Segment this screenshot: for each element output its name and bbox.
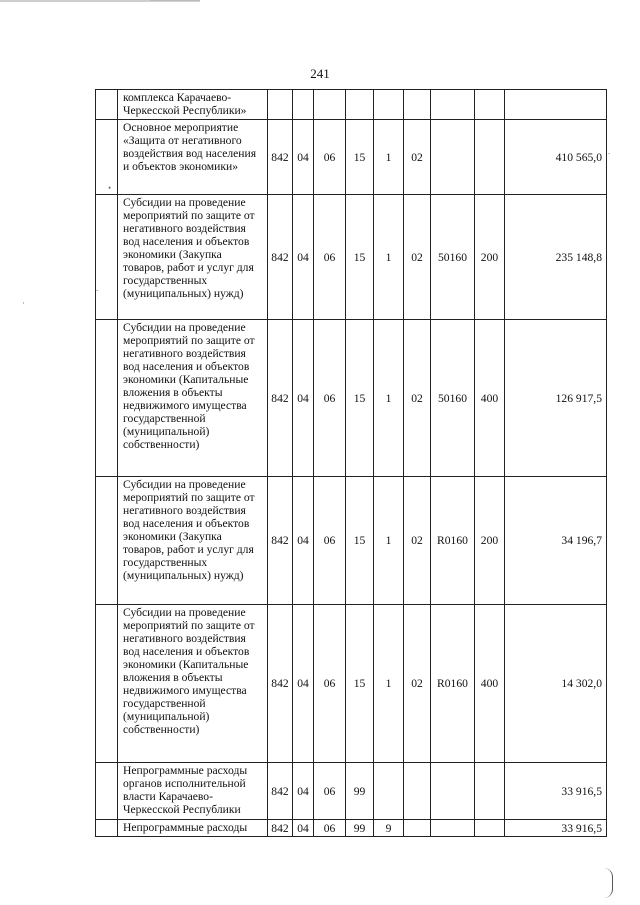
cell-name: Субсидии на проведение мероприятий по защите от негативного воздействия вод населения и объектов экономики (Капитальные вложения в объекты недвижимого имущества государственной (муниципальной) собственности) <box>118 605 268 763</box>
budget-table <box>95 89 607 837</box>
cell-subprogram: 1 <box>374 320 404 477</box>
cell-program: 15 <box>346 477 374 605</box>
cell-ministry: 842 <box>268 763 293 820</box>
cell-subprogram: 1 <box>374 195 404 320</box>
table-row <box>96 195 607 320</box>
cell-section: 04 <box>293 320 314 477</box>
cell-direction <box>431 90 475 120</box>
cell-subsection: 06 <box>314 605 346 763</box>
cell-name: Непрограммные расходы органов исполнительной власти Карачаево-Черкесской Республики <box>118 763 268 820</box>
cell-amount: 235 148,8 <box>505 195 607 320</box>
cell-section: 04 <box>293 477 314 605</box>
cell-name: Субсидии на проведение мероприятий по защите от негативного воздействия вод населения и объектов экономики (Закупка товаров, работ и услуг для государственных (муниципальных) нужд) <box>118 477 268 605</box>
cell-main-event <box>404 90 431 120</box>
cell-expense-type <box>475 90 505 120</box>
cell-expense-type <box>475 763 505 820</box>
cell-subprogram: 9 <box>374 820 404 837</box>
cell-amount: 33 916,5 <box>505 763 607 820</box>
cell-program: 15 <box>346 195 374 320</box>
cell-program: 15 <box>346 320 374 477</box>
cell-section: 04 <box>293 120 314 195</box>
cell-program: 15 <box>346 120 374 195</box>
cell-expense-type <box>475 120 505 195</box>
cell-ministry: 842 <box>268 605 293 763</box>
cell-ministry <box>268 90 293 120</box>
cell-subsection: 06 <box>314 820 346 837</box>
index-cell <box>96 477 118 605</box>
cell-main-event: 02 <box>404 477 431 605</box>
index-cell <box>96 195 118 320</box>
cell-subsection: 06 <box>314 763 346 820</box>
index-cell <box>96 763 118 820</box>
cell-subsection: 06 <box>314 477 346 605</box>
cell-amount: 126 917,5 <box>505 320 607 477</box>
cell-ministry: 842 <box>268 195 293 320</box>
index-cell <box>96 605 118 763</box>
cell-direction <box>431 820 475 837</box>
cell-subprogram <box>374 90 404 120</box>
cell-subprogram: 1 <box>374 477 404 605</box>
index-cell <box>96 90 118 120</box>
cell-program: 99 <box>346 763 374 820</box>
index-cell <box>96 120 118 195</box>
cell-section: 04 <box>293 195 314 320</box>
cell-main-event <box>404 820 431 837</box>
cell-ministry: 842 <box>268 477 293 605</box>
cell-main-event: 02 <box>404 605 431 763</box>
cell-ministry: 842 <box>268 820 293 837</box>
cell-subsection: 06 <box>314 120 346 195</box>
cell-program: 99 <box>346 820 374 837</box>
cell-expense-type: 400 <box>475 320 505 477</box>
margin-mark: • <box>108 183 112 193</box>
pen-bracket-mark <box>604 868 613 898</box>
cell-ministry: 842 <box>268 320 293 477</box>
table-row <box>96 320 607 477</box>
table-row <box>96 605 607 763</box>
cell-name: комплекса Карачаево-Черкесской Республики» <box>118 90 268 120</box>
cell-name: Субсидии на проведение мероприятий по защите от негативного воздействия вод населения и объектов экономики (Закупка товаров, работ и услуг для государственных (муниципальных) нужд) <box>118 195 268 320</box>
cell-direction: 50160 <box>431 195 475 320</box>
cell-name: Субсидии на проведение мероприятий по защите от негативного воздействия вод населения и объектов экономики (Капитальные вложения в объекты недвижимого имущества государственной (муниципальной) собственности) <box>118 320 268 477</box>
cell-direction: R0160 <box>431 605 475 763</box>
table-row <box>96 820 607 837</box>
scan-edge-line <box>150 0 200 1</box>
cell-main-event: 02 <box>404 320 431 477</box>
cell-amount: 34 196,7 <box>505 477 607 605</box>
cell-section: 04 <box>293 605 314 763</box>
index-cell <box>96 320 118 477</box>
cell-subsection <box>314 90 346 120</box>
cell-program: 15 <box>346 605 374 763</box>
table-row <box>96 763 607 820</box>
cell-subprogram: 1 <box>374 605 404 763</box>
cell-section <box>293 90 314 120</box>
cell-amount: 14 302,0 <box>505 605 607 763</box>
table-row <box>96 477 607 605</box>
budget-table-body <box>96 90 607 837</box>
cell-direction <box>431 120 475 195</box>
cell-subprogram <box>374 763 404 820</box>
cell-expense-type: 200 <box>475 195 505 320</box>
cell-main-event: 02 <box>404 195 431 320</box>
cell-main-event <box>404 763 431 820</box>
cell-direction: R0160 <box>431 477 475 605</box>
page-number: 241 <box>310 66 330 81</box>
cell-subsection: 06 <box>314 320 346 477</box>
cell-expense-type <box>475 820 505 837</box>
cell-main-event: 02 <box>404 120 431 195</box>
cell-expense-type: 400 <box>475 605 505 763</box>
cell-direction <box>431 763 475 820</box>
cell-amount: 410 565,0 <box>505 120 607 195</box>
cell-name: Основное мероприятие «Защита от негативного воздействия вод населения и объектов экономики» <box>118 120 268 195</box>
margin-mark: . <box>608 146 611 156</box>
cell-amount: 33 916,5 <box>505 820 607 837</box>
cell-direction: 50160 <box>431 320 475 477</box>
index-cell <box>96 820 118 837</box>
cell-program <box>346 90 374 120</box>
cell-section: 04 <box>293 763 314 820</box>
table-row <box>96 90 607 120</box>
cell-subsection: 06 <box>314 195 346 320</box>
cell-subprogram: 1 <box>374 120 404 195</box>
margin-mark: · <box>22 298 25 308</box>
cell-ministry: 842 <box>268 120 293 195</box>
cell-amount <box>505 90 607 120</box>
table-row <box>96 120 607 195</box>
cell-name: Непрограммные расходы <box>118 820 268 837</box>
cell-section: 04 <box>293 820 314 837</box>
cell-expense-type: 200 <box>475 477 505 605</box>
margin-mark: . <box>96 283 99 293</box>
